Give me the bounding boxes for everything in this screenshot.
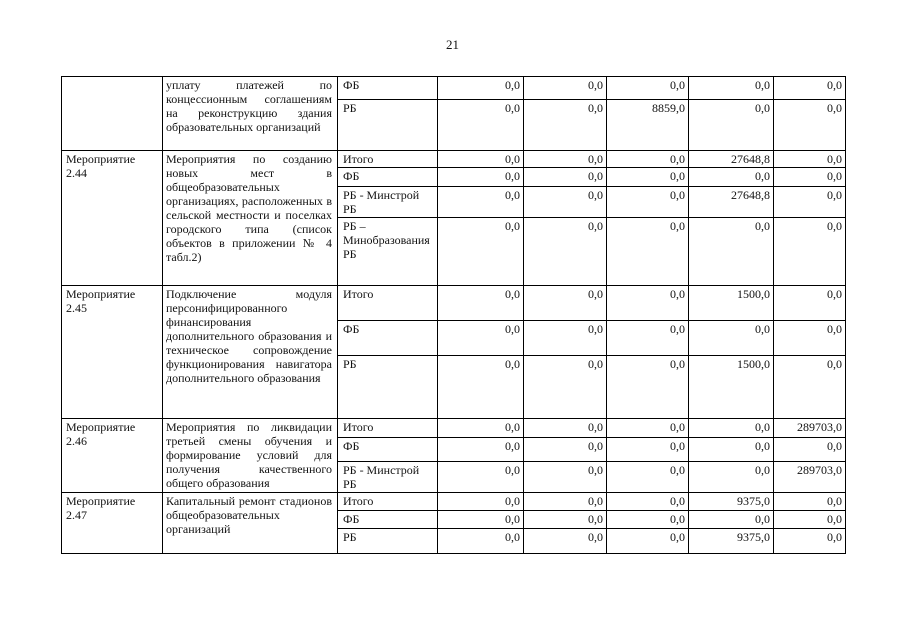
source-cell: РБ xyxy=(337,528,438,554)
measure-cell: Мероприятие 2.45 xyxy=(61,285,163,419)
value-cell-5: 0,0 xyxy=(773,510,846,529)
value-cell-1: 0,0 xyxy=(437,355,524,419)
value-cell-1: 0,0 xyxy=(437,150,524,168)
value-cell-3: 0,0 xyxy=(606,186,689,218)
value-cell-1: 0,0 xyxy=(437,492,524,511)
source-cell: ФБ xyxy=(337,167,438,187)
value-cell-3: 0,0 xyxy=(606,437,689,462)
value-cell-4: 9375,0 xyxy=(688,528,774,554)
value-cell-1: 0,0 xyxy=(437,320,524,356)
value-cell-5: 0,0 xyxy=(773,217,846,286)
value-cell-1: 0,0 xyxy=(437,76,524,100)
value-cell-2: 0,0 xyxy=(523,528,607,554)
value-cell-3: 0,0 xyxy=(606,76,689,100)
value-cell-2: 0,0 xyxy=(523,167,607,187)
value-cell-1: 0,0 xyxy=(437,510,524,529)
source-cell: ФБ xyxy=(337,510,438,529)
value-cell-3: 0,0 xyxy=(606,285,689,321)
value-cell-2: 0,0 xyxy=(523,355,607,419)
value-cell-2: 0,0 xyxy=(523,76,607,100)
source-cell: ФБ xyxy=(337,320,438,356)
value-cell-3: 0,0 xyxy=(606,461,689,493)
value-cell-4: 27648,8 xyxy=(688,150,774,168)
value-cell-2: 0,0 xyxy=(523,217,607,286)
value-cell-2: 0,0 xyxy=(523,418,607,438)
value-cell-2: 0,0 xyxy=(523,99,607,151)
value-cell-4: 0,0 xyxy=(688,99,774,151)
value-cell-5: 0,0 xyxy=(773,186,846,218)
value-cell-5: 0,0 xyxy=(773,437,846,462)
source-cell: ФБ xyxy=(337,437,438,462)
value-cell-2: 0,0 xyxy=(523,186,607,218)
value-cell-1: 0,0 xyxy=(437,285,524,321)
source-cell: РБ xyxy=(337,355,438,419)
source-cell: РБ xyxy=(337,99,438,151)
value-cell-1: 0,0 xyxy=(437,167,524,187)
source-cell: Итого xyxy=(337,418,438,438)
value-cell-3: 0,0 xyxy=(606,217,689,286)
page-number: 21 xyxy=(446,37,459,52)
description-cell: уплату платежей по концессионным соглашениям на реконструкцию здания образовательных организаций xyxy=(162,76,338,151)
source-cell: РБ – Минобразования РБ xyxy=(337,217,438,286)
value-cell-1: 0,0 xyxy=(437,461,524,493)
description-cell: Мероприятия по ликвидации третьей смены обучения и формирование условий для получения качественного общего образования xyxy=(162,418,338,493)
value-cell-3: 0,0 xyxy=(606,528,689,554)
value-cell-2: 0,0 xyxy=(523,437,607,462)
value-cell-5: 0,0 xyxy=(773,99,846,151)
source-cell: РБ - Минстрой РБ xyxy=(337,186,438,218)
value-cell-4: 0,0 xyxy=(688,76,774,100)
value-cell-5: 0,0 xyxy=(773,355,846,419)
description-cell: Капитальный ремонт стадионов общеобразовательных организаций xyxy=(162,492,338,554)
value-cell-1: 0,0 xyxy=(437,437,524,462)
value-cell-1: 0,0 xyxy=(437,418,524,438)
value-cell-2: 0,0 xyxy=(523,510,607,529)
value-cell-5: 0,0 xyxy=(773,167,846,187)
value-cell-1: 0,0 xyxy=(437,186,524,218)
value-cell-1: 0,0 xyxy=(437,217,524,286)
value-cell-4: 27648,8 xyxy=(688,186,774,218)
source-cell: ФБ xyxy=(337,76,438,100)
value-cell-5: 0,0 xyxy=(773,492,846,511)
description-cell: Подключение модуля персонифицированного финансирования дополнительного образования и техническое сопровождение функционирования навигатора дополнительного образования xyxy=(162,285,338,419)
value-cell-5: 289703,0 xyxy=(773,461,846,493)
description-cell: Мероприятия по созданию новых мест в общеобразовательных организациях, расположенных в сельской местности и поселках городского типа (список объектов в приложении № 4 табл.2) xyxy=(162,150,338,286)
value-cell-2: 0,0 xyxy=(523,461,607,493)
value-cell-4: 1500,0 xyxy=(688,285,774,321)
value-cell-4: 0,0 xyxy=(688,217,774,286)
value-cell-5: 0,0 xyxy=(773,76,846,100)
measure-cell: Мероприятие 2.46 xyxy=(61,418,163,493)
value-cell-4: 0,0 xyxy=(688,461,774,493)
value-cell-4: 0,0 xyxy=(688,510,774,529)
measure-cell: Мероприятие 2.44 xyxy=(61,150,163,286)
value-cell-5: 0,0 xyxy=(773,285,846,321)
value-cell-2: 0,0 xyxy=(523,320,607,356)
source-cell: Итого xyxy=(337,492,438,511)
source-cell: Итого xyxy=(337,150,438,168)
value-cell-3: 0,0 xyxy=(606,492,689,511)
value-cell-3: 8859,0 xyxy=(606,99,689,151)
value-cell-2: 0,0 xyxy=(523,150,607,168)
source-cell: Итого xyxy=(337,285,438,321)
value-cell-5: 0,0 xyxy=(773,528,846,554)
value-cell-4: 0,0 xyxy=(688,437,774,462)
value-cell-4: 0,0 xyxy=(688,320,774,356)
value-cell-2: 0,0 xyxy=(523,492,607,511)
value-cell-3: 0,0 xyxy=(606,355,689,419)
measure-cell: Мероприятие 2.47 xyxy=(61,492,163,554)
measure-cell xyxy=(61,76,163,151)
value-cell-5: 0,0 xyxy=(773,320,846,356)
value-cell-4: 9375,0 xyxy=(688,492,774,511)
value-cell-3: 0,0 xyxy=(606,167,689,187)
value-cell-3: 0,0 xyxy=(606,150,689,168)
value-cell-5: 0,0 xyxy=(773,150,846,168)
value-cell-4: 1500,0 xyxy=(688,355,774,419)
value-cell-1: 0,0 xyxy=(437,99,524,151)
value-cell-4: 0,0 xyxy=(688,167,774,187)
value-cell-1: 0,0 xyxy=(437,528,524,554)
value-cell-5: 289703,0 xyxy=(773,418,846,438)
value-cell-4: 0,0 xyxy=(688,418,774,438)
value-cell-3: 0,0 xyxy=(606,418,689,438)
value-cell-3: 0,0 xyxy=(606,320,689,356)
value-cell-3: 0,0 xyxy=(606,510,689,529)
source-cell: РБ - Минстрой РБ xyxy=(337,461,438,493)
value-cell-2: 0,0 xyxy=(523,285,607,321)
